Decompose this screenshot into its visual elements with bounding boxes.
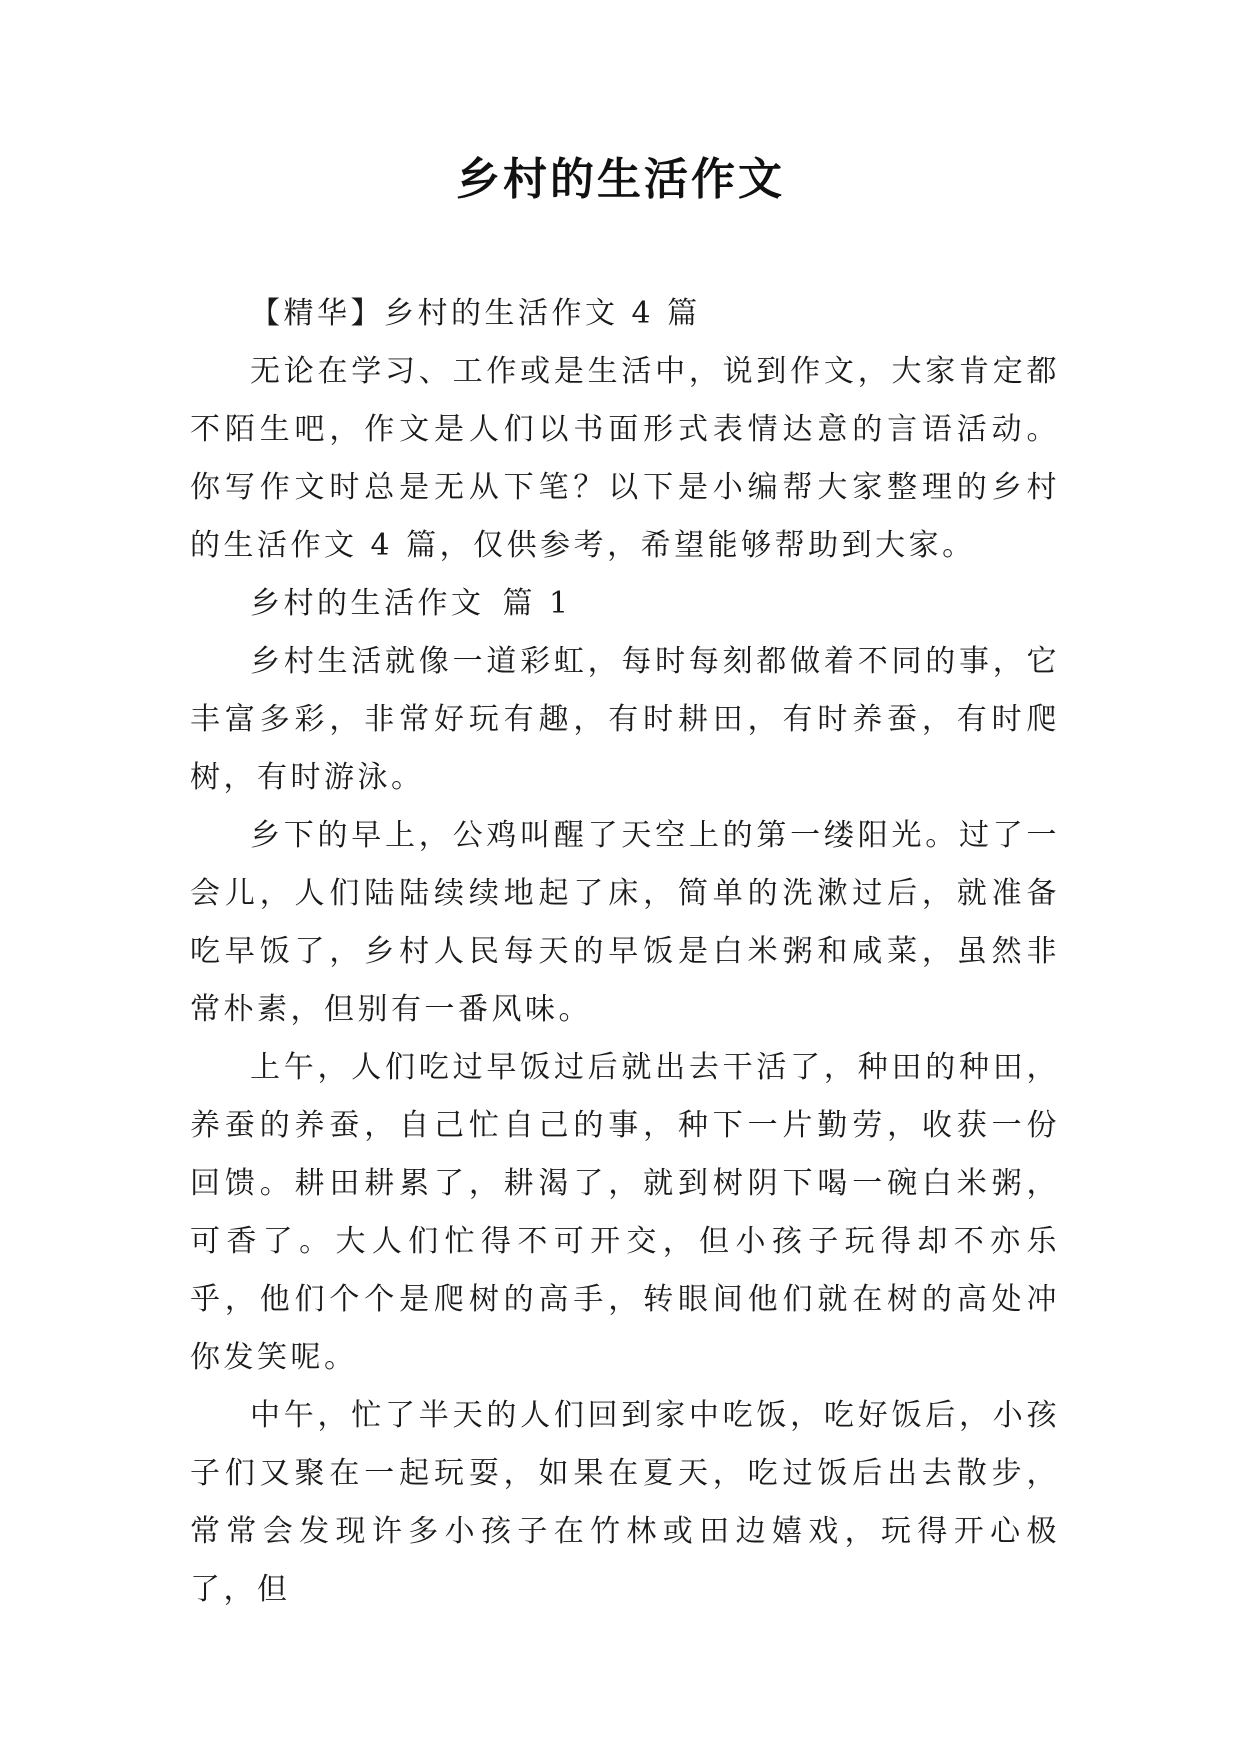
section-number: 篇 1 [502, 586, 572, 621]
document-body [190, 285, 1060, 1619]
body-paragraph: 中午，忙了半天的人们回到家中吃饭，吃好饭后，小孩子们又聚在一起玩耍，如果在夏天，吃过饭后出去散步，常常会发现许多小孩子在竹林或田边嬉戏，玩得开心极了，但 [190, 1398, 1060, 1607]
document-title: 乡村的生活作文 [456, 154, 785, 205]
section-title: 乡村的生活作文 [250, 586, 485, 621]
document-subtitle: 【精华】乡村的生活作文 4 篇 [250, 296, 701, 331]
body-paragraph: 上午，人们吃过早饭过后就出去干活了，种田的种田，养蚕的养蚕，自己忙自己的事，种下一片勤劳，收获一份回馈。耕田耕累了，耕渴了，就到树阴下喝一碗白米粥，可香了。大人们忙得不可开交，但小孩子玩得却不亦乐乎，他们个个是爬树的高手，转眼间他们就在树的高处冲你发笑呢。 [190, 1050, 1060, 1375]
section-heading [190, 575, 1060, 633]
body-paragraph: 乡下的早上，公鸡叫醒了天空上的第一缕阳光。过了一会儿，人们陆陆续续地起了床，简单的洗漱过后，就准备吃早饭了，乡村人民每天的早饭是白米粥和咸菜，虽然非常朴素，但别有一番风味。 [190, 818, 1060, 1027]
body-paragraph: 乡村生活就像一道彩虹，每时每刻都做着不同的事，它丰富多彩，非常好玩有趣，有时耕田，有时养蚕，有时爬树，有时游泳。 [190, 644, 1060, 795]
intro-paragraph: 无论在学习、工作或是生活中，说到作文，大家肯定都不陌生吧，作文是人们以书面形式表情达意的言语活动。你写作文时总是无从下笔？以下是小编帮大家整理的乡村的生活作文 4 篇，仅供参考，希望能够帮助到大家。 [190, 354, 1060, 563]
